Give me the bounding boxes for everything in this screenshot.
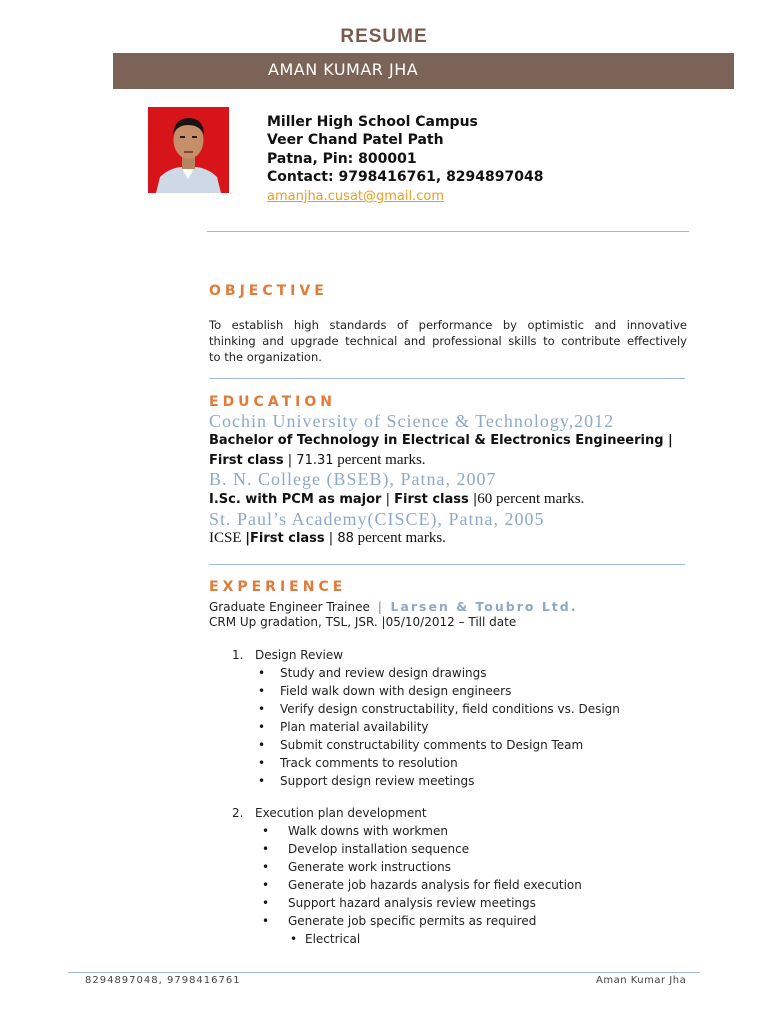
bullet-icon: •: [262, 878, 270, 892]
result-1: [209, 452, 426, 469]
degree-1: [209, 433, 673, 448]
objective-line-2: thinking and upgrade technical and professional skills to contribute effectively: [209, 334, 687, 348]
list-item: Support design review meetings: [280, 774, 475, 788]
sep-2b: |: [468, 492, 478, 507]
list-item: Plan material availability: [280, 720, 429, 734]
company-name: | Larsen & Toubro Ltd.: [377, 599, 578, 614]
class-3: |First class: [245, 531, 325, 546]
result-2: [209, 491, 584, 508]
address-line-1: Miller High School Campus: [267, 114, 478, 130]
degree-1-text: Bachelor of Technology in Electrical & Electronics Engineering |: [209, 433, 673, 448]
objective-line-1: To establish high standards of performance by optimistic and innovative: [209, 318, 687, 332]
objective-heading: OBJECTIVE: [209, 283, 328, 299]
divider: [209, 564, 685, 565]
list-item: Submit constructability comments to Design Team: [280, 738, 584, 752]
institution-1: Cochin University of Science & Technology,2012: [209, 411, 615, 431]
education-heading: EDUCATION: [209, 394, 336, 410]
list-item: Develop installation sequence: [288, 842, 470, 856]
contact-numbers: Contact: 9798416761, 8294897048: [267, 169, 544, 185]
result-3: [209, 530, 446, 547]
list-item: Study and review design drawings: [280, 666, 487, 680]
resume-title: RESUME: [340, 26, 428, 47]
list-item: Track comments to resolution: [280, 756, 458, 770]
sep-3: |: [324, 531, 338, 546]
profile-photo: [148, 107, 229, 193]
divider: [207, 231, 689, 232]
marks-suffix-1: percent marks.: [333, 452, 426, 468]
name-banner: [113, 53, 734, 89]
bullet-icon: •: [262, 896, 270, 910]
address-line-3: Patna, Pin: 800001: [267, 151, 417, 167]
task-group-number-2: 2.: [232, 806, 244, 820]
degree-3: ICSE: [209, 530, 246, 546]
class-1: First class: [209, 453, 284, 468]
bullet-icon: •: [258, 756, 266, 770]
class-2: First class: [394, 492, 469, 507]
marks-suffix-2: percent marks.: [492, 491, 585, 507]
marks-1: 71.31: [296, 453, 334, 468]
list-item: Field walk down with design engineers: [280, 684, 512, 698]
footer-divider: [68, 972, 700, 973]
task-group-number-1: 1.: [232, 648, 244, 662]
address-line-2: Veer Chand Patel Path: [267, 132, 444, 148]
bullet-icon: •: [258, 684, 266, 698]
email-link[interactable]: amanjha.cusat@gmail.com: [267, 189, 445, 204]
task-group-title-1: Design Review: [255, 648, 344, 662]
task-group-title-2: Execution plan development: [255, 806, 427, 820]
degree-2: I.Sc. with PCM as major: [209, 492, 382, 507]
bullet-icon: •: [258, 774, 266, 788]
footer-name: Aman Kumar Jha: [596, 975, 687, 986]
list-item: Generate work instructions: [288, 860, 451, 874]
divider: [209, 378, 685, 379]
footer-phones: 8294897048, 9798416761: [85, 975, 241, 986]
marks-suffix-3: percent marks.: [353, 530, 446, 546]
experience-heading: EXPERIENCE: [209, 579, 347, 595]
experience-role-line: [209, 599, 577, 614]
marks-3: 88: [337, 531, 354, 546]
job-role: Graduate Engineer Trainee: [209, 600, 370, 614]
sub-list-item: Electrical: [305, 932, 361, 946]
sep-1: |: [283, 453, 297, 468]
list-item: Generate job hazards analysis for field execution: [288, 878, 582, 892]
sep-2a: |: [381, 492, 395, 507]
bullet-icon: •: [258, 702, 266, 716]
objective-line-3: to the organization.: [209, 350, 322, 364]
bullet-icon: •: [262, 914, 270, 928]
list-item: Support hazard analysis review meetings: [288, 896, 536, 910]
objective-text: [209, 317, 687, 365]
experience-detail: CRM Up gradation, TSL, JSR. |05/10/2012 – Till date: [209, 615, 517, 629]
bullet-icon: •: [262, 824, 270, 838]
list-item: Verify design constructability, field conditions vs. Design: [280, 702, 620, 716]
bullet-icon: •: [262, 860, 270, 874]
candidate-name: AMAN KUMAR JHA: [268, 60, 419, 79]
institution-2: B. N. College (BSEB), Patna, 2007: [209, 469, 497, 489]
bullet-icon: •: [258, 720, 266, 734]
list-item: Generate job specific permits as required: [288, 914, 537, 928]
bullet-icon: •: [290, 932, 298, 946]
bullet-icon: •: [258, 666, 266, 680]
list-item: Walk downs with workmen: [288, 824, 448, 838]
bullet-icon: •: [262, 842, 270, 856]
marks-2: 60: [477, 491, 493, 507]
bullet-icon: •: [258, 738, 266, 752]
institution-3: St. Paul’s Academy(CISCE), Patna, 2005: [209, 509, 545, 529]
